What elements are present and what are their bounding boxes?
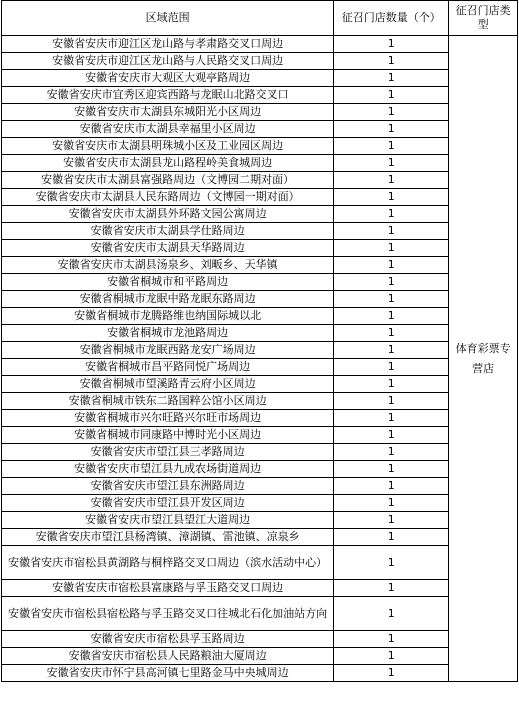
area-cell: 安徽省安庆市太湖县汤泉乡、刘畈乡、天华镇 bbox=[2, 257, 334, 274]
area-cell: 安徽省桐城市铁东二路国粹公馆小区周边 bbox=[2, 393, 334, 410]
area-cell: 安徽省安庆市太湖县龙山路程岭美食城周边 bbox=[2, 155, 334, 172]
table-row bbox=[2, 427, 518, 444]
header-type: 征召门店类型 bbox=[449, 1, 518, 36]
count-cell: 1 bbox=[334, 206, 449, 223]
count-cell: 1 bbox=[334, 223, 449, 240]
area-cell: 安徽省安庆市太湖县富强路周边（文博园二期对面） bbox=[2, 172, 334, 189]
area-cell: 安徽省安庆市宿松县宿松路与孚玉路交叉口往城北石化加油站方向 bbox=[2, 597, 334, 631]
table-row bbox=[2, 36, 518, 53]
table-row bbox=[2, 631, 518, 648]
table-row bbox=[2, 53, 518, 70]
area-cell: 安徽省安庆市望江县三孝路周边 bbox=[2, 444, 334, 461]
count-cell: 1 bbox=[334, 427, 449, 444]
area-cell: 安徽省安庆市大观区大观亭路周边 bbox=[2, 70, 334, 87]
count-cell: 1 bbox=[334, 155, 449, 172]
area-cell: 安徽省安庆市迎江区龙山路与人民路交叉口周边 bbox=[2, 53, 334, 70]
count-cell: 1 bbox=[334, 325, 449, 342]
table-row bbox=[2, 223, 518, 240]
area-cell: 安徽省桐城市龙池路周边 bbox=[2, 325, 334, 342]
table-row bbox=[2, 478, 518, 495]
count-cell: 1 bbox=[334, 461, 449, 478]
area-cell: 安徽省安庆市宿松县富康路与孚玉路交叉口周边 bbox=[2, 580, 334, 597]
area-cell: 安徽省安庆市宜秀区迎宾西路与龙眠山北路交叉口 bbox=[2, 87, 334, 104]
count-cell: 1 bbox=[334, 478, 449, 495]
area-cell: 安徽省安庆市太湖县外环路文园公寓周边 bbox=[2, 206, 334, 223]
area-cell: 安徽省安庆市望江县望江大道周边 bbox=[2, 512, 334, 529]
count-cell: 1 bbox=[334, 393, 449, 410]
area-cell: 安徽省安庆市望江县杨湾镇、漳湖镇、雷池镇、凉泉乡 bbox=[2, 529, 334, 546]
area-cell: 安徽省安庆市太湖县人民东路周边（文博园一期对面） bbox=[2, 189, 334, 206]
area-cell: 安徽省安庆市望江县开发区周边 bbox=[2, 495, 334, 512]
area-cell: 安徽省安庆市太湖县东城阳光小区周边 bbox=[2, 104, 334, 121]
area-cell: 安徽省安庆市宿松县黄湖路与桐梓路交叉口周边（滨水活动中心） bbox=[2, 546, 334, 580]
count-cell: 1 bbox=[334, 189, 449, 206]
area-cell: 安徽省桐城市和平路周边 bbox=[2, 274, 334, 291]
count-cell: 1 bbox=[334, 257, 449, 274]
area-cell: 安徽省桐城市龙腾路维也纳国际城以北 bbox=[2, 308, 334, 325]
header-count: 征召门店数量（个） bbox=[334, 1, 449, 36]
table-row bbox=[2, 308, 518, 325]
area-cell: 安徽省安庆市宿松县孚玉路周边 bbox=[2, 631, 334, 648]
table-row bbox=[2, 206, 518, 223]
count-cell: 1 bbox=[334, 36, 449, 53]
count-cell: 1 bbox=[334, 665, 449, 682]
area-cell: 安徽省桐城市昌平路同悦广场周边 bbox=[2, 359, 334, 376]
table-row bbox=[2, 325, 518, 342]
area-cell: 安徽省安庆市迎江区龙山路与孝肃路交叉口周边 bbox=[2, 36, 334, 53]
table-row bbox=[2, 410, 518, 427]
table-row bbox=[2, 580, 518, 597]
area-cell: 安徽省桐城市同康路中博时光小区周边 bbox=[2, 427, 334, 444]
table-row bbox=[2, 546, 518, 580]
table-row bbox=[2, 444, 518, 461]
area-cell: 安徽省桐城市龙眠西路龙安广场周边 bbox=[2, 342, 334, 359]
table-row bbox=[2, 87, 518, 104]
count-cell: 1 bbox=[334, 410, 449, 427]
table-row bbox=[2, 665, 518, 682]
count-cell: 1 bbox=[334, 87, 449, 104]
area-cell: 安徽省安庆市望江县九成农场街道周边 bbox=[2, 461, 334, 478]
count-cell: 1 bbox=[334, 597, 449, 631]
table-row bbox=[2, 257, 518, 274]
table-row bbox=[2, 172, 518, 189]
table-row bbox=[2, 648, 518, 665]
table-row bbox=[2, 240, 518, 257]
area-cell: 安徽省桐城市龙眠中路龙眠东路周边 bbox=[2, 291, 334, 308]
count-cell: 1 bbox=[334, 376, 449, 393]
count-cell: 1 bbox=[334, 308, 449, 325]
count-cell: 1 bbox=[334, 342, 449, 359]
store-recruitment-table bbox=[1, 0, 518, 682]
table-row bbox=[2, 393, 518, 410]
count-cell: 1 bbox=[334, 104, 449, 121]
count-cell: 1 bbox=[334, 274, 449, 291]
table-row bbox=[2, 342, 518, 359]
table-row bbox=[2, 138, 518, 155]
area-cell: 安徽省安庆市宿松县人民路粮油大厦周边 bbox=[2, 648, 334, 665]
table-row bbox=[2, 104, 518, 121]
count-cell: 1 bbox=[334, 240, 449, 257]
table-body bbox=[2, 36, 518, 682]
table-row bbox=[2, 121, 518, 138]
count-cell: 1 bbox=[334, 546, 449, 580]
table-row bbox=[2, 461, 518, 478]
count-cell: 1 bbox=[334, 70, 449, 87]
area-cell: 安徽省安庆市太湖县学仕路周边 bbox=[2, 223, 334, 240]
table-row bbox=[2, 495, 518, 512]
store-type-cell: 体育彩票专营店 bbox=[449, 36, 518, 682]
count-cell: 1 bbox=[334, 172, 449, 189]
count-cell: 1 bbox=[334, 495, 449, 512]
count-cell: 1 bbox=[334, 631, 449, 648]
table-row bbox=[2, 189, 518, 206]
table-row bbox=[2, 529, 518, 546]
header-row bbox=[2, 1, 518, 36]
area-cell: 安徽省安庆市望江县东洲路周边 bbox=[2, 478, 334, 495]
table-row bbox=[2, 512, 518, 529]
table-row bbox=[2, 376, 518, 393]
count-cell: 1 bbox=[334, 121, 449, 138]
table-row bbox=[2, 70, 518, 87]
area-cell: 安徽省安庆市怀宁县高河镇七里路金马中央城周边 bbox=[2, 665, 334, 682]
area-cell: 安徽省安庆市太湖县明珠城小区及工业园区周边 bbox=[2, 138, 334, 155]
area-cell: 安徽省安庆市太湖县天华路周边 bbox=[2, 240, 334, 257]
table-row bbox=[2, 155, 518, 172]
count-cell: 1 bbox=[334, 648, 449, 665]
area-cell: 安徽省桐城市兴尔旺路兴尔旺市场周边 bbox=[2, 410, 334, 427]
area-cell: 安徽省桐城市望溪路青云府小区周边 bbox=[2, 376, 334, 393]
count-cell: 1 bbox=[334, 291, 449, 308]
count-cell: 1 bbox=[334, 53, 449, 70]
count-cell: 1 bbox=[334, 359, 449, 376]
count-cell: 1 bbox=[334, 580, 449, 597]
count-cell: 1 bbox=[334, 512, 449, 529]
table-row bbox=[2, 291, 518, 308]
table-row bbox=[2, 597, 518, 631]
table-row bbox=[2, 274, 518, 291]
table-row bbox=[2, 359, 518, 376]
header-area: 区域范围 bbox=[2, 1, 334, 36]
count-cell: 1 bbox=[334, 138, 449, 155]
area-cell: 安徽省安庆市太湖县幸福里小区周边 bbox=[2, 121, 334, 138]
count-cell: 1 bbox=[334, 529, 449, 546]
count-cell: 1 bbox=[334, 444, 449, 461]
